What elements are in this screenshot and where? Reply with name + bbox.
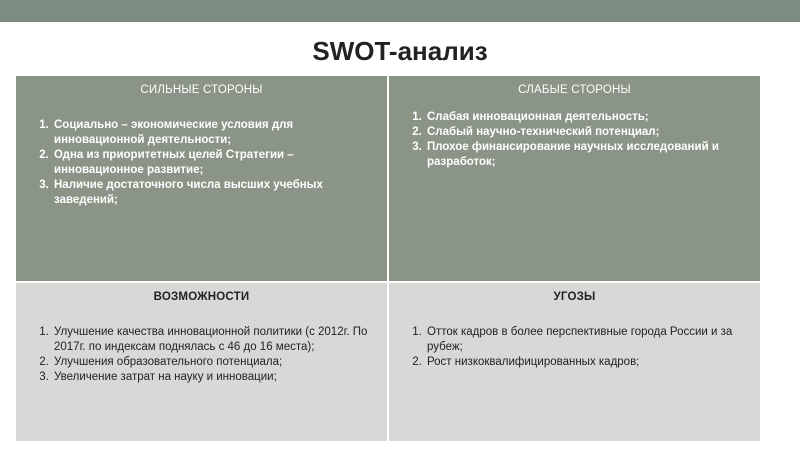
list-item: 2. Слабый научно-технический потенциал; xyxy=(425,125,754,140)
list-item: 2. Рост низкоквалифицированных кадров; xyxy=(425,355,754,370)
list-item: 3. Плохое финансирование научных исследований и разработок; xyxy=(425,140,754,170)
list-item: 3. Увеличение затрат на науку и инновации; xyxy=(52,370,381,385)
opportunities-list xyxy=(22,325,381,385)
top-header-bar xyxy=(0,0,800,22)
list-item: 1. Отток кадров в более перспективные города России и за рубеж; xyxy=(425,325,754,355)
list-item: 1. Улучшение качества инновационной политики (с 2012г. По 2017г. по индексам поднялась с 46 до 16 места); xyxy=(52,325,381,355)
opportunities-heading: ВОЗМОЖНОСТИ xyxy=(153,291,250,303)
swot-table xyxy=(16,76,760,441)
threats-heading: УГОЗЫ xyxy=(553,291,596,303)
threats-cell xyxy=(389,283,760,441)
list-item: 1. Слабая инновационная деятельность; xyxy=(425,110,754,125)
threats-list xyxy=(395,325,754,370)
strengths-heading: СИЛЬНЫЕ СТОРОНЫ xyxy=(140,84,263,96)
list-item: 1. Социально – экономические условия для инновационной деятельности; xyxy=(52,118,381,148)
list-item: 2. Одна из приоритетных целей Стратегии – инновационное развитие; xyxy=(52,148,381,178)
slide-title: SWOT-анализ xyxy=(312,36,488,66)
weaknesses-heading: СЛАБЫЕ СТОРОНЫ xyxy=(518,84,631,96)
list-item: 2. Улучшения образовательного потенциала; xyxy=(52,355,381,370)
list-item: 3. Наличие достаточного числа высших учебных заведений; xyxy=(52,178,381,208)
strengths-cell xyxy=(16,76,387,281)
strengths-list xyxy=(22,118,381,208)
weaknesses-cell xyxy=(389,76,760,281)
opportunities-cell xyxy=(16,283,387,441)
weaknesses-list xyxy=(395,110,754,170)
